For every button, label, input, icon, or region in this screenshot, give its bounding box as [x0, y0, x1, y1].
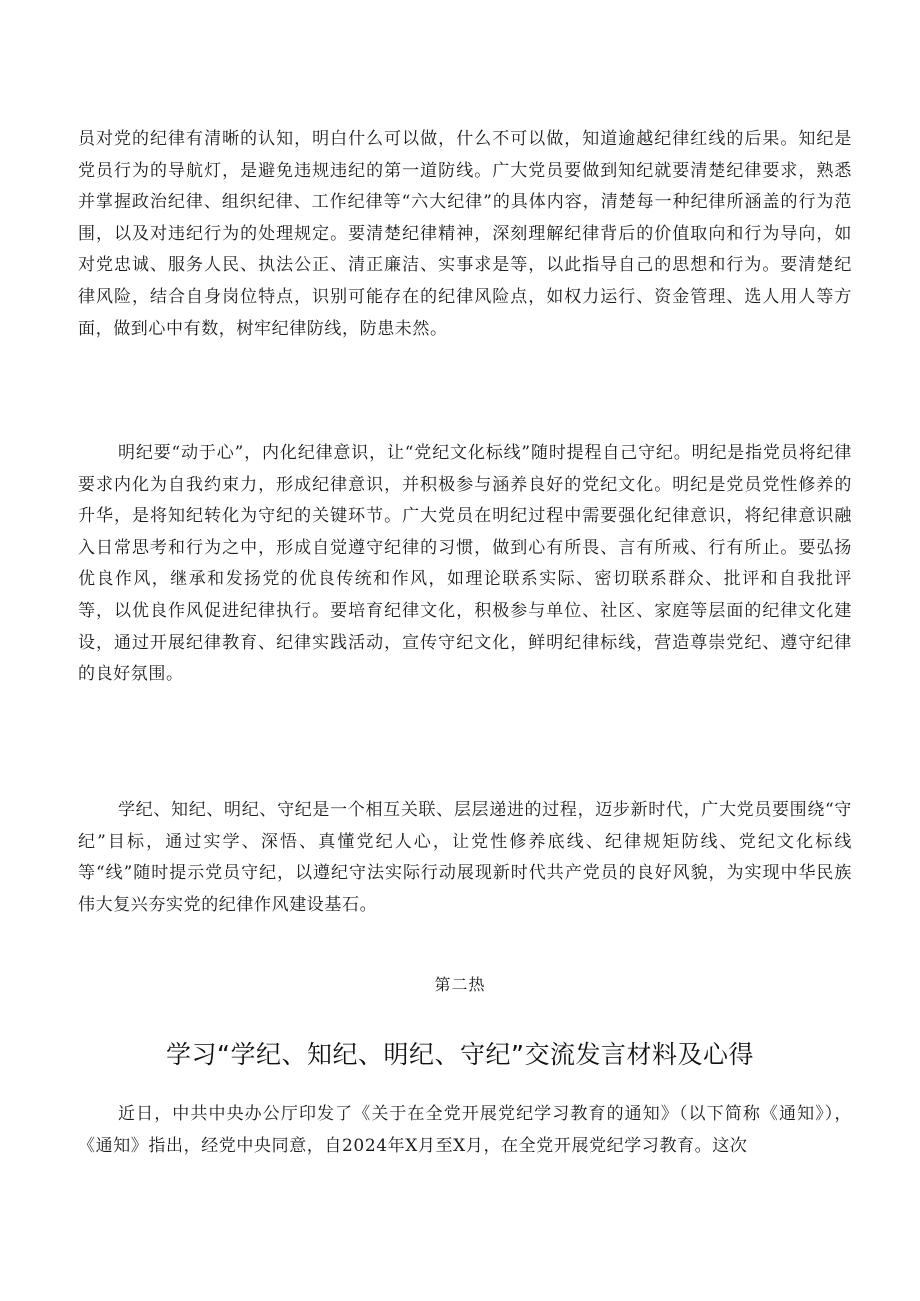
body-paragraph-1: 员对党的纪律有清晰的认知，明白什么可以做，什么不可以做，知道逾越纪律红线的后果。知纪是党员行为的导航灯，是避免违规违纪的第一道防线。广大党员要做到知纪就要清楚纪律要求，熟悉并掌握政治纪律、组织纪律、工作纪律等“六大纪律”的具体内容，清楚每一种纪律所涵盖的行为范围，以及对违纪行为的处理规定。要清楚纪律精神，深刻理解纪律背后的价值取向和行为导向，如对党忠诚、服务人民、执法公正、清正廉洁、实事求是等，以此指导自己的思想和行为。要清楚纪律风险，结合自身岗位特点，识别可能存在的纪律风险点，如权力运行、资金管理、选人用人等方面，做到心中有数，树牢纪律防线，防患未然。 [78, 129, 852, 339]
body-paragraph-2: 明纪要“动于心”，内化纪律意识，让“党纪文化标线”随时提程自己守纪。明纪是指党员将纪律要求内化为自我约束力，形成纪律意识，并积极参与涵养良好的党纪文化。明纪是党员党性修养的升华，是将知纪转化为守纪的关键环节。广大党员在明纪过程中需要强化纪律意识，将纪律意识融入日常思考和行为之中，形成自觉遵守纪律的习惯，做到心有所畏、言有所戒、行有所止。要弘扬优良作风，继承和发扬党的优良传统和作风，如理论联系实际、密切联系群众、批评和自我批评等，以优良作风促进纪律执行。要培育纪律文化，积极参与单位、社区、家庭等层面的纪律文化建设，通过开展纪律教育、纪律实践活动，宣传守纪文化，鲜明纪律标线，营造尊崇党纪、遵守纪律的良好氛围。 [78, 443, 852, 685]
document-title: 学习“学纪、知纪、明纪、守纪”交流发言材料及心得 [166, 1040, 754, 1069]
body-paragraph-4: 近日，中共中央办公厅印发了《关于在全党开展党纪学习教育的通知》（以下简称《通知》），《通知》指出，经党中央同意，自2024年X月至X月，在全党开展党纪学习教育。这次 [78, 1104, 852, 1156]
section-label: 第二热 [434, 975, 486, 994]
body-paragraph-3: 学纪、知纪、明纪、守纪是一个相互关联、层层递进的过程，迈步新时代，广大党员要围绕“守纪”目标，通过实学、深悟、真懂党纪人心，让党性修养底线、纪律规矩防线、党纪文化标线等“线”随时提示党员守纪，以遵纪守法实际行动展现新时代共产党员的良好风貌，为实现中华民族伟大复兴夯实党的纪律作风建设基石。 [78, 800, 852, 915]
